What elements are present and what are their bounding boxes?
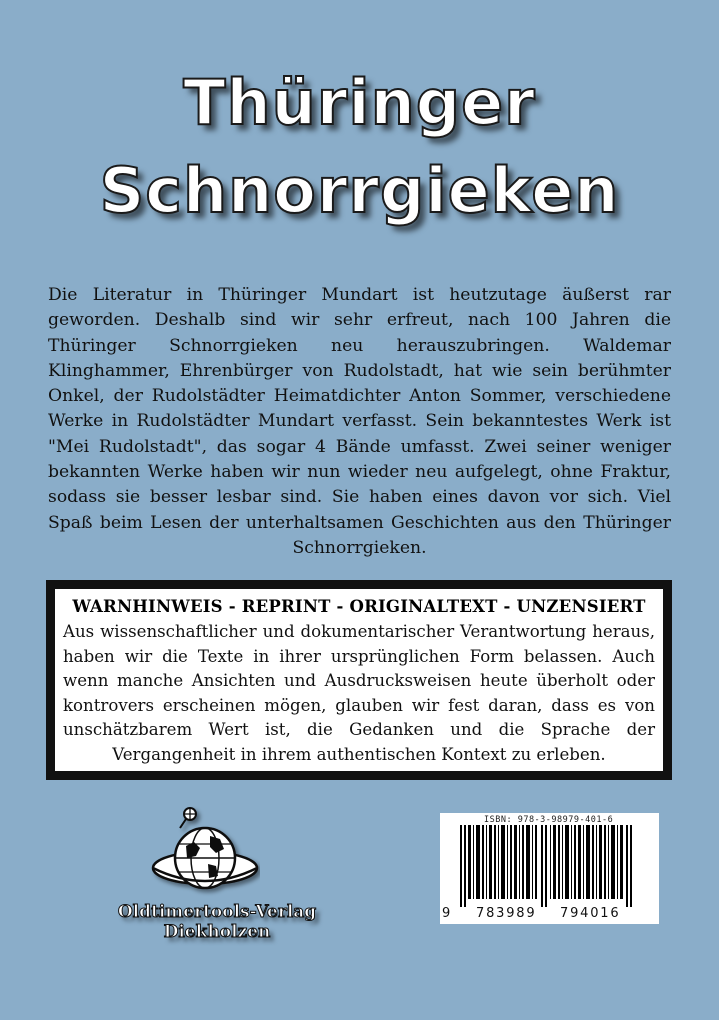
barcode-digit-first: 9	[442, 906, 453, 921]
warning-box	[46, 580, 672, 780]
barcode-digits-left: 783989	[476, 906, 537, 921]
title-line-2: Schnorrgieken	[99, 154, 620, 227]
publisher-name: Oldtimertools-Verlag Diekholzen	[117, 902, 317, 942]
globe-logo-icon	[150, 806, 260, 901]
title-line-1: Thüringer	[183, 66, 536, 139]
barcode-digits-right: 794016	[560, 906, 621, 921]
barcode-bars	[452, 825, 648, 907]
isbn-label: ISBN: 978-3-98979-401-6	[484, 815, 614, 825]
barcode	[440, 813, 659, 924]
warning-box-inner	[55, 589, 663, 771]
intro-text: Die Literatur in Thüringer Mundart ist heutzutage äußerst rar geworden. Deshalb sind wir sehr erfreut, nach 100 Jahren die Thüringer Schnorrgieken neu herauszubringen. Waldemar Klinghammer, Ehrenbürger von Rudolstadt, hat wie sein berühmter Onkel, der Rudolstädter Heimatdichter Anton Sommer, verschiedene Werke in Rudolstädter Mundart verfasst. Sein bekanntestes Werk ist "Mei Rudolstadt", das sogar 4 Bände umfasst. Zwei seiner weniger bekannten Werke haben wir nun wieder neu aufgelegt, ohne Fraktur, sodass sie besser lesbar sind. Sie haben eines davon vor sich. Viel Spaß beim Lesen der unterhaltsamen Geschichten aus den Thüringer Schnorrgieken.	[48, 285, 671, 558]
warning-heading: WARNHINWEIS - REPRINT - ORIGINALTEXT - UNZENSIERT	[72, 597, 646, 616]
warning-body: Aus wissenschaftlicher und dokumentarischer Verantwortung heraus, haben wir die Texte in ihrer ursprünglichen Form belassen. Auch wenn manche Ansichten und Ausdrucksweisen heute überholt oder kontrovers erscheinen mögen, glauben wir fest daran, dass es von unschätzbarem Wert ist, die Gedanken und die Sprache der Vergangenheit in ihrem authentischen Kontext zu erleben.	[63, 622, 655, 764]
